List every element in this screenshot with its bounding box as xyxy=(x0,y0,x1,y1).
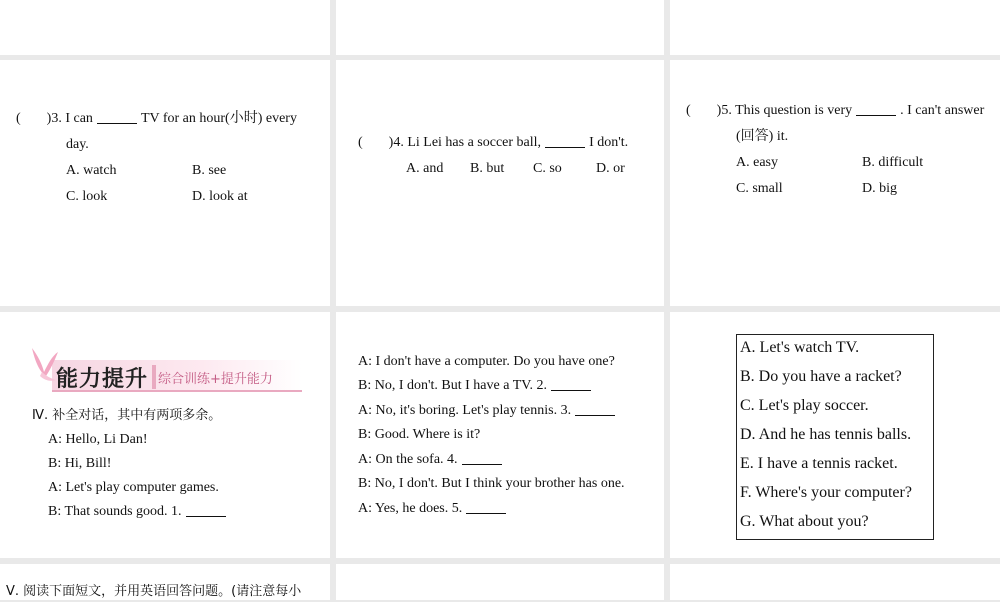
choice-f: F. Where's your computer? xyxy=(740,484,912,501)
section-4-heading: Ⅳ. 补全对话，其中有两项多余。 xyxy=(32,408,222,423)
answer-blank-5[interactable] xyxy=(466,499,506,514)
question-stem-tail: TV for an hour(小时) every xyxy=(140,111,297,126)
choice-a: A. Let's watch TV. xyxy=(740,339,860,356)
question-stem-tail: I don't. xyxy=(589,135,629,150)
cell-bottom-middle xyxy=(336,564,664,600)
option-d[interactable]: D. big xyxy=(862,181,897,196)
cell-top-left xyxy=(0,0,330,55)
answer-blank-4[interactable] xyxy=(462,450,502,465)
answer-blank-1[interactable] xyxy=(186,502,226,517)
cell-top-right xyxy=(670,0,1000,55)
answer-paren[interactable]: ( xyxy=(358,135,363,150)
question-stem-tail: . I can't answer xyxy=(900,103,985,118)
cell-q4 xyxy=(336,60,664,306)
section-banner xyxy=(28,346,303,396)
dialogue-line: B: No, I don't. But I think your brother has one. xyxy=(358,476,625,491)
answer-blank[interactable] xyxy=(856,101,896,116)
dialogue-line: A: Yes, he does. 5. xyxy=(358,501,463,516)
option-a[interactable]: A. watch xyxy=(66,163,117,178)
option-b[interactable]: B. but xyxy=(470,161,505,176)
option-d[interactable]: D. look at xyxy=(192,189,248,204)
banner-subtitle: 综合训练+提升能力 xyxy=(158,372,273,387)
banner-title: 能力提升 xyxy=(56,367,149,392)
answer-blank[interactable] xyxy=(97,109,137,124)
question-stem: )4. Li Lei has a soccer ball, xyxy=(388,135,542,150)
option-c[interactable]: C. so xyxy=(533,161,562,176)
dialogue-line: A: No, it's boring. Let's play tennis. 3. xyxy=(358,403,572,418)
cell-top-middle xyxy=(336,0,664,55)
option-b[interactable]: B. see xyxy=(192,163,227,178)
option-c[interactable]: C. look xyxy=(66,189,108,204)
question-stem-line2: (回答) it. xyxy=(736,129,789,144)
answer-blank-3[interactable] xyxy=(575,401,615,416)
answer-blank-2[interactable] xyxy=(551,376,591,391)
choices-box xyxy=(736,334,934,540)
choice-b: B. Do you have a racket? xyxy=(740,368,902,385)
dialogue-line: A: I don't have a computer. Do you have one? xyxy=(358,354,615,369)
cell-bottom-right xyxy=(670,564,1000,600)
cell-q3 xyxy=(0,60,330,306)
question-stem: )3. I can xyxy=(46,111,93,126)
question-stem-line2: day. xyxy=(66,137,89,152)
question-stem: )5. This question is very xyxy=(716,103,853,118)
dialogue-line: B: No, I don't. But I have a TV. 2. xyxy=(358,378,548,393)
choice-c: C. Let's play soccer. xyxy=(740,397,869,414)
dialogue-line: B: That sounds good. 1. xyxy=(48,504,182,519)
choice-e: E. I have a tennis racket. xyxy=(740,455,898,472)
dialogue-line: A: Hello, Li Dan! xyxy=(48,432,148,447)
answer-paren[interactable]: ( xyxy=(16,111,21,126)
banner-divider xyxy=(152,365,156,389)
choice-d: D. And he has tennis balls. xyxy=(740,426,912,443)
option-b[interactable]: B. difficult xyxy=(862,155,924,170)
answer-blank[interactable] xyxy=(545,133,585,148)
choice-g: G. What about you? xyxy=(740,513,869,530)
section-5-heading: Ⅴ. 阅读下面短文，并用英语回答问题。(请注意每小 xyxy=(6,584,302,599)
dialogue-line: B: Good. Where is it? xyxy=(358,427,481,442)
dialogue-line: A: On the sofa. 4. xyxy=(358,452,458,467)
answer-paren[interactable]: ( xyxy=(686,103,691,118)
dialogue-line: B: Hi, Bill! xyxy=(48,456,112,471)
dialogue-line: A: Let's play computer games. xyxy=(48,480,219,495)
cell-q5 xyxy=(670,60,1000,306)
option-a[interactable]: A. easy xyxy=(736,155,778,170)
option-d[interactable]: D. or xyxy=(596,161,625,176)
option-a[interactable]: A. and xyxy=(406,161,444,176)
option-c[interactable]: C. small xyxy=(736,181,783,196)
